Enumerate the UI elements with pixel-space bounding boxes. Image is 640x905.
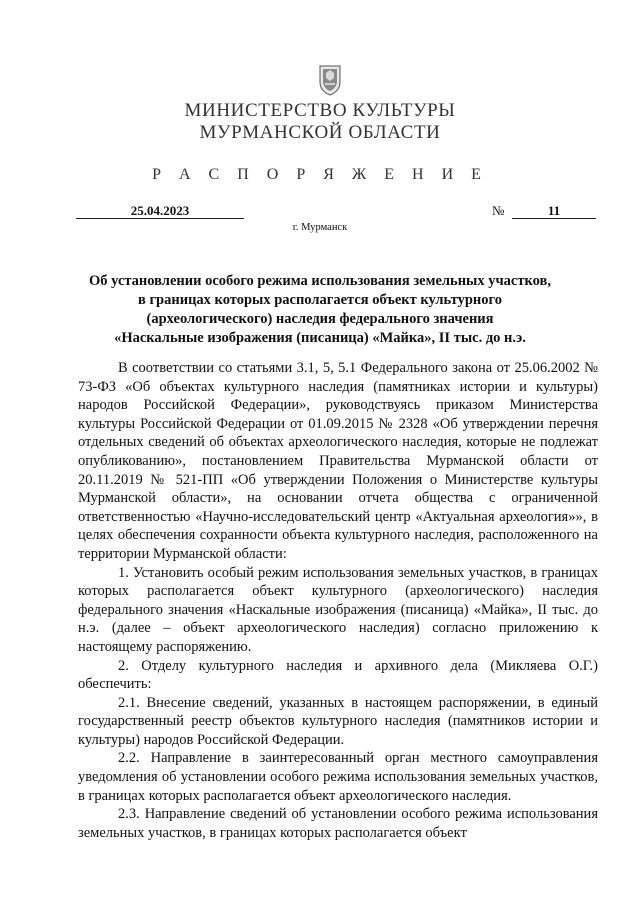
document-body [78,359,598,842]
title-line: (археологического) наследия федерального значения [146,311,494,327]
body-paragraph: В соответствии со статьями 3.1, 5, 5.1 Федерального закона от 25.06.2002 № 73-ФЗ «Об объектах культурного наследия (памятниках истории и культуры) народов Российской Федерации», руководствуясь приказом Министерства культуры Российской Федерации от 01.09.2015 № 2328 «Об утверждении перечня отдельных сведений об объектах археологического наследия, которые не подлежат опубликованию», постановлением Правительства Мурманской области от 20.11.2019 № 521-ПП «Об утверждении Положения о Министерстве культуры Мурманской области», на основании отчета общества с ограниченной ответственностью «Научно-исследовательский центр «Актуальная археология»», в целях обеспечения сохранности объекта культурного наследия, расположенного на территории Мурманской области: [78,360,598,562]
document-title [60,272,580,348]
document-number: 11 [512,204,596,219]
body-paragraph: 2.2. Направление в заинтересованный орган местного самоуправления уведомления об установлении особого режима использования земельных участков, в границах которых располагается объект археологического наследия. [78,750,598,804]
body-paragraph: 2.1. Внесение сведений, указанных в настоящем распоряжении, в единый государственный реестр объектов культурного наследия (памятников истории и культуры) народов Российской Федерации. [78,694,598,748]
body-paragraph: 2.3. Направление сведений об установлении особого режима использования земельных участков, в границах которых располагается объект [78,806,598,841]
coat-of-arms-icon [318,64,342,96]
title-line: в границах которых располагается объект культурного [138,292,502,308]
body-paragraph: 2. Отделу культурного наследия и архивного дела (Микляева О.Г.) обеспечить: [78,657,598,693]
title-line: Об установлении особого режима использования земельных участков, [88,273,552,289]
ministry-name-line1: МИНИСТЕРСТВО КУЛЬТУРЫ [184,100,456,121]
title-line: «Наскальные изображения (писаница) «Майка», II тыс. до н.э. [114,330,526,346]
body-paragraph: 1. Установить особый режим использования земельных участков, в границах которых располагается объект культурного (археологического) наследия федерального значения «Наскальные изображения (писаница) «Майка», II тыс. до н.э. (далее – объект археологического наследия) согласно приложению к настоящему распоряжению. [78,564,598,655]
document-date: 25.04.2023 [76,204,244,219]
city-label: г. Мурманск [292,222,348,233]
number-sign: № [492,203,505,218]
document-type: Р А С П О Р Я Ж Е Н И Е [152,166,488,183]
ministry-name-line2: МУРМАНСКОЙ ОБЛАСТИ [199,122,441,143]
